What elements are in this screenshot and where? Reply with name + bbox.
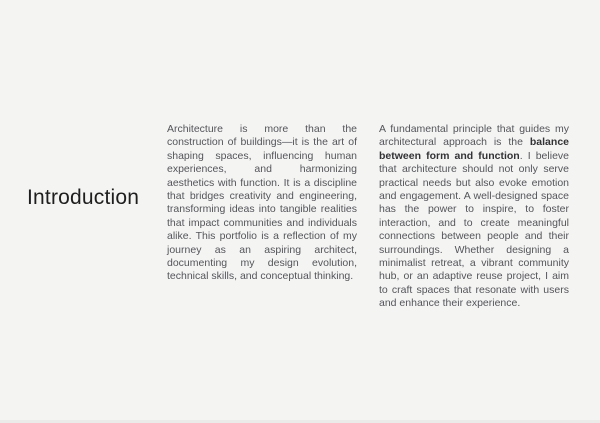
right-paragraph-text-after-bold: . I believe that architecture should not only serve practical needs but also evoke emotion and engagement. A well-designed space has the power to inspire, to foster interaction, and to create meaningful connections between people and their surroundings. Whether designing a minimalist retreat, a vibrant community hub, or an adaptive reuse project, I aim to craft spaces that resonate with users and enhance their experience. xyxy=(379,149,569,310)
bold-phrase: balance between form and function xyxy=(379,136,569,162)
page-title: Introduction xyxy=(27,186,140,209)
intro-paragraph-right xyxy=(379,123,569,311)
intro-paragraph-left: Architecture is more than the construction of buildings—it is the art of shaping spaces, influencing human experiences, and harmonizing aesthetics with function. It is a discipline that bridges creativity and engineering, transforming ideas into tangible realities that impact communities and individuals alike. This portfolio is a reflection of my journey as an aspiring architect, documenting my design evolution, technical skills, and conceptual thinking. xyxy=(167,123,357,283)
right-paragraph-text-before-bold: A fundamental principle that guides my architectural approach is the xyxy=(379,123,569,149)
body-columns xyxy=(167,123,569,311)
